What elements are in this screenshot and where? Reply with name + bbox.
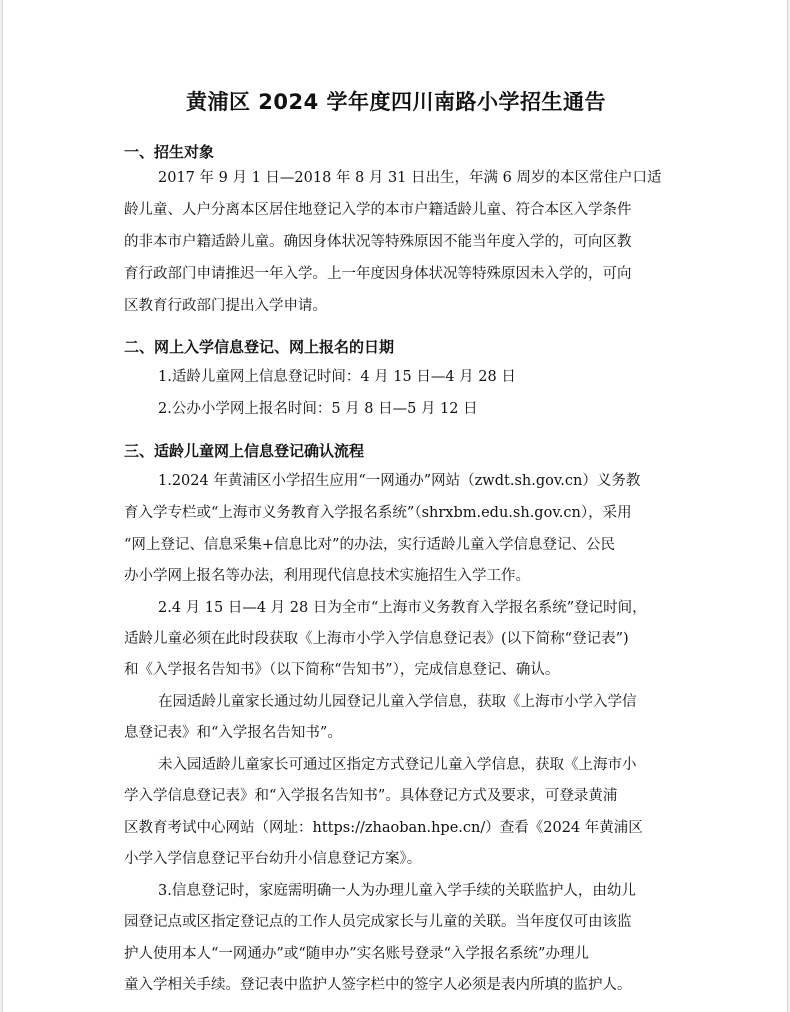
paragraph-line: 的非本市户籍适龄儿童。确因身体状况等特殊原因不能当年度入学的，可向区教 (124, 234, 632, 250)
paragraph-line: 区教育行政部门提出入学申请。 (124, 298, 327, 314)
paragraph-line: 未入园适龄儿童家长可通过区指定方式登记儿童入学信息，获取《上海市小 (158, 757, 637, 773)
paragraph-line: 护人使用本人“一网通办”或“随申办”实名账号登录“入学报名系统”办理儿 (124, 946, 589, 962)
paragraph-line: 小学入学信息登记平台幼升小信息登记方案》。 (124, 851, 422, 867)
paragraph-line: 学入学信息登记表》和“入学报名告知书”。具体登记方式及要求，可登录黄浦 (124, 788, 618, 804)
paragraph-line: 办小学网上报名等办法，利用现代信息技术实施招生入学工作。 (124, 568, 530, 584)
section-heading-1: 一、招生对象 (124, 143, 215, 161)
paragraph-line: 龄儿童、人户分离本区居住地登记入学的本市户籍适龄儿童、符合本区入学条件 (124, 202, 632, 218)
paragraph-line: 在园适龄儿童家长通过幼儿园登记儿童入学信息，获取《上海市小学入学信 (158, 694, 637, 710)
paragraph-line: 童入学相关手续。登记表中监护人签字栏中的签字人必须是表内所填的监护人。 (124, 977, 632, 993)
paragraph-line: 2017 年 9 月 1 日—2018 年 8 月 31 日出生，年满 6 周岁的本区常住户口适 (158, 170, 662, 186)
paragraph-line: 育入学专栏或“上海市义务教育入学报名系统”（shrxbm.edu.sh.gov.cn），采用 (124, 505, 632, 521)
paragraph-line: 区教育考试中心网站（网址：https://zhaoban.hpe.cn/）查看《2024 年黄浦区 (124, 820, 643, 836)
document-title: 黄浦区 2024 学年度四川南路小学招生通告 (185, 90, 607, 114)
paragraph-line: “网上登记、信息采集+信息比对”的办法，实行适龄儿童入学信息登记、公民 (124, 537, 615, 553)
paragraph-line: 园登记点或区指定登记点的工作人员完成家长与儿童的关联。当年度仅可由该监 (124, 914, 632, 930)
paragraph-line: 1.适龄儿童网上信息登记时间：4 月 15 日—4 月 28 日 (158, 369, 516, 385)
paragraph-line: 和《入学报名告知书》（以下简称“告知书”），完成信息登记、确认。 (124, 662, 560, 678)
paragraph-line: 息登记表》和“入学报名告知书”。 (124, 725, 342, 741)
section-heading-2: 二、网上入学信息登记、网上报名的日期 (124, 338, 395, 356)
paragraph-line: 2.4 月 15 日—4 月 28 日为全市“上海市义务教育入学报名系统”登记时间， (158, 600, 647, 616)
paragraph-line: 1.2024 年黄浦区小学招生应用“一网通办”网站（zwdt.sh.gov.cn）义务教 (158, 473, 641, 489)
paragraph-line: 3.信息登记时，家庭需明确一人为办理儿童入学手续的关联监护人，由幼儿 (158, 883, 636, 899)
paragraph-line: 适龄儿童必须在此时段获取《上海市小学入学信息登记表》(以下简称“登记表”) (124, 631, 629, 647)
document-page (2, 0, 788, 1012)
paragraph-line: 育行政部门申请推迟一年入学。上一年度因身体状况等特殊原因未入学的，可向 (124, 266, 632, 282)
section-heading-3: 三、适龄儿童网上信息登记确认流程 (124, 442, 365, 460)
paragraph-line: 2.公办小学网上报名时间：5 月 8 日—5 月 12 日 (158, 401, 478, 417)
